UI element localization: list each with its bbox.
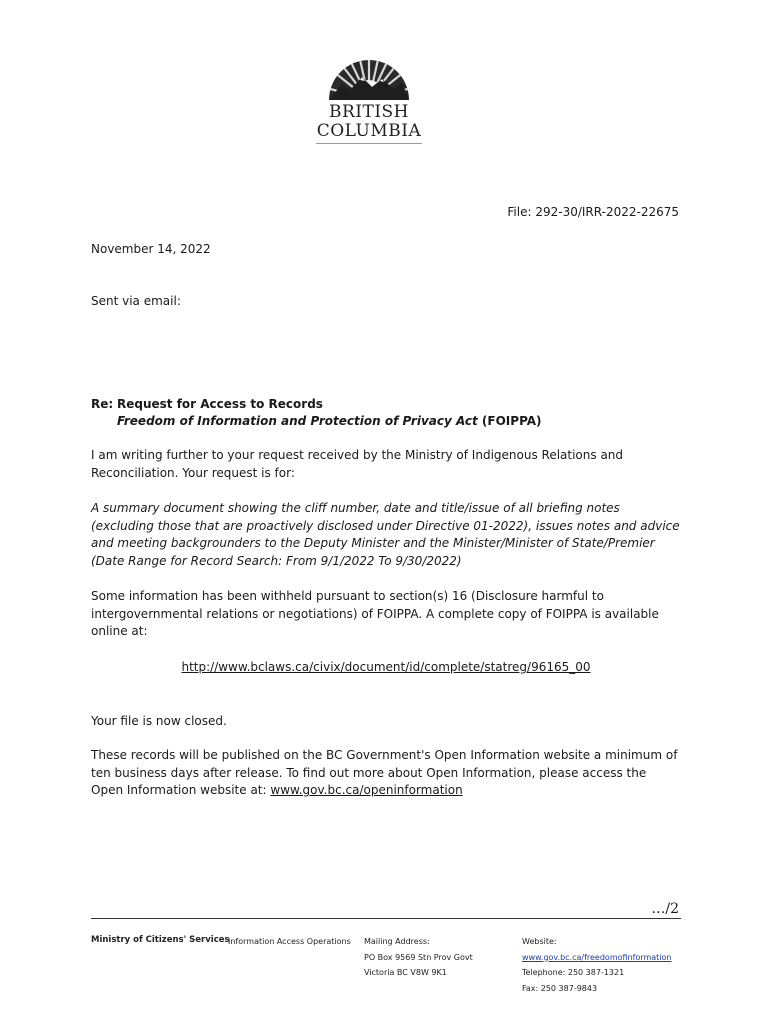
sent-via: Sent via email: (91, 294, 181, 308)
open-info-link[interactable]: www.gov.bc.ca/openinformation (270, 783, 463, 797)
paragraph-closed: Your file is now closed. (91, 714, 227, 728)
logo-text-columbia: COLUMBIA (316, 121, 422, 141)
bc-logo (316, 44, 422, 148)
footer-contact (522, 934, 672, 996)
footer-department: Information Access Operations (228, 937, 351, 946)
website-label: Website: (522, 937, 557, 946)
website-link[interactable]: www.gov.bc.ca/freedomofinformation (522, 952, 672, 962)
foippa-link[interactable]: http://www.bclaws.ca/civix/document/id/complete/statreg/96165_00 (181, 660, 591, 674)
act-title: Freedom of Information and Protection of Privacy Act (117, 414, 478, 428)
re-label: Re: (91, 397, 114, 411)
logo-text-british: BRITISH (328, 102, 410, 122)
paragraph-open-info (91, 747, 681, 800)
paragraph-withheld: Some information has been withheld pursuant to section(s) 16 (Disclosure harmful to intergovernmental relations or negotiations) of FOIPPA. A complete copy of FOIPPA is available online at: (91, 589, 659, 638)
mailing-line1: PO Box 9569 Stn Prov Govt (364, 952, 473, 962)
re-act-line (117, 414, 542, 428)
mailing-label: Mailing Address: (364, 937, 430, 946)
letter-date: November 14, 2022 (91, 242, 211, 256)
sun-mountains-icon (316, 44, 422, 102)
fax: Fax: 250 387-9843 (522, 983, 598, 993)
page-number: …/2 (651, 901, 679, 917)
act-abbrev: (FOIPPA) (477, 414, 542, 428)
re-subject: Request for Access to Records (117, 397, 323, 411)
foippa-link-container (91, 660, 681, 674)
paragraph-intro: I am writing further to your request received by the Ministry of Indigenous Relations and Reconciliation. Your request is for: (91, 448, 624, 480)
footer-divider (91, 918, 681, 919)
open-info-text: These records will be published on the BC Government's Open Information website a minimum of ten business days after release. To find out more about Open Information, please access the Open Information website at: (91, 748, 678, 797)
footer-ministry: Ministry of Citizens' Services (91, 935, 230, 945)
request-text: A summary document showing the cliff number, date and title/issue of all briefing notes (excluding those that are proactively disclosed under Directive 01-2022), issues notes and advice and meeting backgrounders to the Deputy Minister and the Minister/Minister of State/Premier (Date Range for Record Search: From 9/1/2022 To 9/30/2022) (91, 501, 680, 568)
logo-divider (316, 143, 422, 144)
file-reference: File: 292-30/IRR-2022-22675 (507, 205, 679, 219)
telephone: Telephone: 250 387-1321 (522, 968, 625, 977)
mailing-line2: Victoria BC V8W 9K1 (364, 968, 447, 977)
footer-mailing-address (364, 934, 473, 981)
